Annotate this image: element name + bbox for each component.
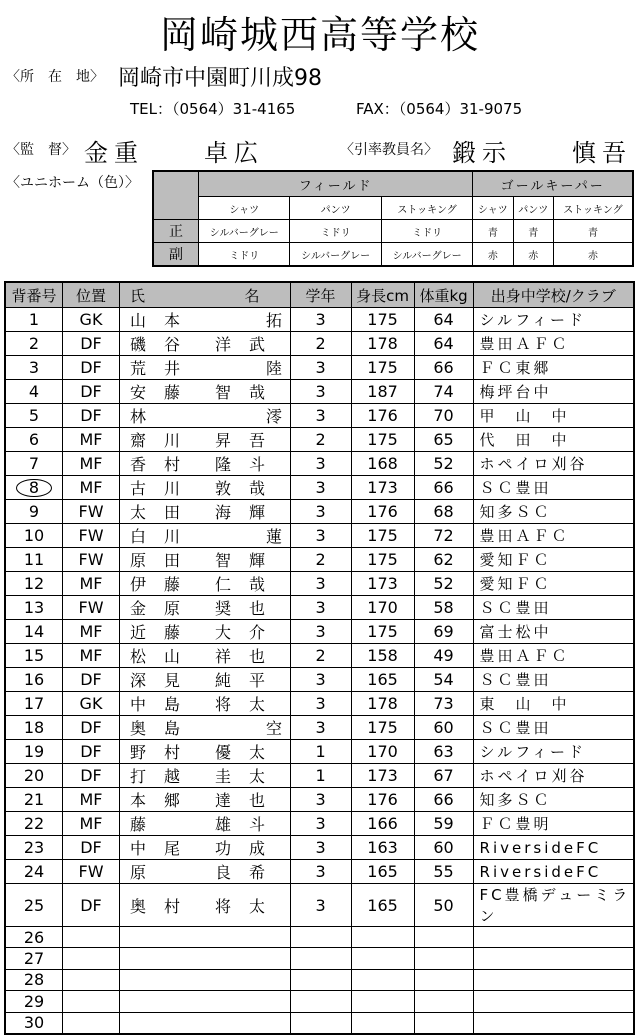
uniform-item: パンツ xyxy=(290,197,381,220)
player-name: 金 原 奨 也 xyxy=(120,596,291,620)
player-position: GK xyxy=(63,692,120,716)
player-position: MF xyxy=(63,788,120,812)
player-name xyxy=(120,927,291,948)
header-club: 出身中学校/クラブ xyxy=(473,282,634,308)
uniform-cell: シルバーグレー xyxy=(290,243,381,267)
player-weight: 60 xyxy=(414,716,473,740)
player-height: 178 xyxy=(351,692,414,716)
player-number: 1 xyxy=(5,308,63,332)
header-weight: 体重kg xyxy=(414,282,473,308)
player-height: 175 xyxy=(351,548,414,572)
player-weight: 62 xyxy=(414,548,473,572)
player-weight xyxy=(414,948,473,969)
player-club: 代 田 中 xyxy=(473,428,634,452)
player-position: DF xyxy=(63,356,120,380)
player-name: 白 川 蓮 xyxy=(120,524,291,548)
player-number: 24 xyxy=(5,860,63,884)
table-row xyxy=(5,788,634,812)
player-club: 富士松中 xyxy=(473,620,634,644)
player-club: FC豊橋デューミラン xyxy=(473,884,634,927)
captain-mark: 8 xyxy=(16,479,52,497)
table-row xyxy=(5,308,634,332)
player-grade: 2 xyxy=(290,332,351,356)
player-grade: 3 xyxy=(290,476,351,500)
player-name: 香 村 隆 斗 xyxy=(120,452,291,476)
player-number: 6 xyxy=(5,428,63,452)
player-grade xyxy=(290,927,351,948)
uniform-row-label: 副 xyxy=(153,243,199,267)
player-number: 28 xyxy=(5,969,63,990)
header-grade: 学年 xyxy=(290,282,351,308)
player-name: 松 山 祥 也 xyxy=(120,644,291,668)
fax: FAX：（0564）31-9075 xyxy=(356,100,523,118)
player-weight: 49 xyxy=(414,644,473,668)
player-club: ホペイロ刈谷 xyxy=(473,764,634,788)
uniform-item: シャツ xyxy=(473,197,513,220)
player-height: 173 xyxy=(351,476,414,500)
uniform-cell: 青 xyxy=(553,220,633,243)
player-grade: 3 xyxy=(290,668,351,692)
player-height xyxy=(351,927,414,948)
player-height: 168 xyxy=(351,452,414,476)
player-club xyxy=(473,948,634,969)
uniform-item: パンツ xyxy=(513,197,553,220)
player-grade: 2 xyxy=(290,548,351,572)
player-position xyxy=(63,1012,120,1034)
player-weight: 66 xyxy=(414,356,473,380)
player-number: 5 xyxy=(5,404,63,428)
player-name: 原 田 智 輝 xyxy=(120,548,291,572)
player-name: 深 見 純 平 xyxy=(120,668,291,692)
player-number: 29 xyxy=(5,991,63,1012)
player-position: FW xyxy=(63,524,120,548)
player-club: ホペイロ刈谷 xyxy=(473,452,634,476)
player-height: 170 xyxy=(351,740,414,764)
header-name xyxy=(120,282,291,308)
player-height xyxy=(351,969,414,990)
player-position: DF xyxy=(63,668,120,692)
player-club: シルフィード xyxy=(473,308,634,332)
uniform-item: ストッキング xyxy=(553,197,633,220)
address: 岡崎市中園町川成98 xyxy=(118,66,322,91)
player-height: 165 xyxy=(351,668,414,692)
player-height: 166 xyxy=(351,812,414,836)
player-weight xyxy=(414,969,473,990)
player-name: 太 田 海 輝 xyxy=(120,500,291,524)
player-weight: 67 xyxy=(414,764,473,788)
tel: TEL：（0564）31-4165 xyxy=(130,100,296,118)
player-position: DF xyxy=(63,764,120,788)
player-height xyxy=(351,948,414,969)
player-grade: 3 xyxy=(290,596,351,620)
player-height: 158 xyxy=(351,644,414,668)
player-grade: 3 xyxy=(290,452,351,476)
player-number: 19 xyxy=(5,740,63,764)
player-name xyxy=(120,1012,291,1034)
player-weight xyxy=(414,991,473,1012)
player-position: FW xyxy=(63,860,120,884)
player-name: 中 島 将 太 xyxy=(120,692,291,716)
player-club xyxy=(473,991,634,1012)
player-name: 中 尾 功 成 xyxy=(120,836,291,860)
table-row xyxy=(5,644,634,668)
player-club: ＳＣ豊田 xyxy=(473,476,634,500)
player-weight: 66 xyxy=(414,788,473,812)
uniform-cell: 赤 xyxy=(553,243,633,267)
player-club: 豊田ＡＦＣ xyxy=(473,644,634,668)
table-row xyxy=(5,356,634,380)
player-weight: 69 xyxy=(414,620,473,644)
player-club xyxy=(473,1012,634,1034)
player-position: MF xyxy=(63,476,120,500)
player-grade: 3 xyxy=(290,500,351,524)
table-row xyxy=(5,991,634,1012)
table-row xyxy=(5,404,634,428)
player-grade: 3 xyxy=(290,788,351,812)
player-grade: 2 xyxy=(290,428,351,452)
player-position: DF xyxy=(63,380,120,404)
player-height: 173 xyxy=(351,764,414,788)
table-row xyxy=(5,927,634,948)
player-club: 東 山 中 xyxy=(473,692,634,716)
player-grade xyxy=(290,991,351,1012)
player-position: DF xyxy=(63,716,120,740)
player-number: 18 xyxy=(5,716,63,740)
player-height: 187 xyxy=(351,380,414,404)
player-name xyxy=(120,948,291,969)
player-name: 齋 川 昇 吾 xyxy=(120,428,291,452)
player-number: 23 xyxy=(5,836,63,860)
player-name: 古 川 敦 哉 xyxy=(120,476,291,500)
table-row xyxy=(5,884,634,927)
player-height: 175 xyxy=(351,356,414,380)
player-name: 林 澪 xyxy=(120,404,291,428)
player-grade: 3 xyxy=(290,692,351,716)
player-grade: 3 xyxy=(290,812,351,836)
gk-header: ゴールキーパー xyxy=(473,171,633,197)
player-grade: 3 xyxy=(290,356,351,380)
player-position: DF xyxy=(63,332,120,356)
player-height: 175 xyxy=(351,428,414,452)
player-number: 25 xyxy=(5,884,63,927)
player-weight: 60 xyxy=(414,836,473,860)
player-club: ＳＣ豊田 xyxy=(473,668,634,692)
player-height: 176 xyxy=(351,404,414,428)
player-position: MF xyxy=(63,620,120,644)
player-club xyxy=(473,927,634,948)
header-position: 位置 xyxy=(63,282,120,308)
player-position xyxy=(63,927,120,948)
player-height: 176 xyxy=(351,788,414,812)
player-name: 本 郷 達 也 xyxy=(120,788,291,812)
player-name: 野 村 優 太 xyxy=(120,740,291,764)
player-weight: 55 xyxy=(414,860,473,884)
player-position: DF xyxy=(63,404,120,428)
table-row xyxy=(5,716,634,740)
player-height: 170 xyxy=(351,596,414,620)
player-weight: 64 xyxy=(414,332,473,356)
uniform-cell: シルバーグレー xyxy=(381,243,472,267)
player-height: 165 xyxy=(351,884,414,927)
player-position: FW xyxy=(63,500,120,524)
escort-label: 〈引率教員名〉 xyxy=(340,142,438,158)
uniform-corner xyxy=(153,171,199,220)
player-club: ＦＣ東郷 xyxy=(473,356,634,380)
escort-name: 鍛示 慎吾 xyxy=(452,139,632,167)
player-position: MF xyxy=(63,644,120,668)
player-height: 175 xyxy=(351,308,414,332)
table-row xyxy=(5,332,634,356)
player-number: 11 xyxy=(5,548,63,572)
player-name: 原 良 希 xyxy=(120,860,291,884)
player-number: 20 xyxy=(5,764,63,788)
player-position xyxy=(63,991,120,1012)
uniform-cell: ミドリ xyxy=(290,220,381,243)
player-club: 豊田ＡＦＣ xyxy=(473,332,634,356)
player-name: 奥 村 将 太 xyxy=(120,884,291,927)
player-number: 16 xyxy=(5,668,63,692)
player-club xyxy=(473,969,634,990)
player-position: FW xyxy=(63,596,120,620)
manager-name: 金重 卓広 xyxy=(84,139,264,167)
uniform-table xyxy=(152,170,634,267)
player-position: MF xyxy=(63,812,120,836)
player-weight: 50 xyxy=(414,884,473,927)
player-grade xyxy=(290,1012,351,1034)
player-club: RiversideFC xyxy=(473,836,634,860)
field-header: フィールド xyxy=(199,171,473,197)
player-number xyxy=(5,476,63,500)
player-weight: 52 xyxy=(414,572,473,596)
uniform-item: ストッキング xyxy=(381,197,472,220)
player-name: 奥 島 空 xyxy=(120,716,291,740)
player-number: 27 xyxy=(5,948,63,969)
header-number: 背番号 xyxy=(5,282,63,308)
player-weight: 72 xyxy=(414,524,473,548)
player-number: 15 xyxy=(5,644,63,668)
player-club: 知多ＳＣ xyxy=(473,788,634,812)
player-number: 7 xyxy=(5,452,63,476)
player-grade: 3 xyxy=(290,572,351,596)
player-position: DF xyxy=(63,836,120,860)
manager-label: 〈監 督〉 xyxy=(6,142,76,158)
uniform-cell: 青 xyxy=(473,220,513,243)
uniform-cell: ミドリ xyxy=(381,220,472,243)
player-position: GK xyxy=(63,308,120,332)
table-row xyxy=(5,428,634,452)
player-name: 藤 雄 斗 xyxy=(120,812,291,836)
player-number: 26 xyxy=(5,927,63,948)
player-grade: 3 xyxy=(290,404,351,428)
player-number: 17 xyxy=(5,692,63,716)
player-name: 磯 谷 洋 武 xyxy=(120,332,291,356)
player-number: 21 xyxy=(5,788,63,812)
player-club: シルフィード xyxy=(473,740,634,764)
table-row xyxy=(5,764,634,788)
player-club: 愛知ＦＣ xyxy=(473,572,634,596)
uniform-label: 〈ユニホーム（色）〉 xyxy=(6,175,139,191)
player-height: 175 xyxy=(351,524,414,548)
player-position xyxy=(63,969,120,990)
player-club: 愛知ＦＣ xyxy=(473,548,634,572)
player-grade: 3 xyxy=(290,524,351,548)
player-club: 豊田ＡＦＣ xyxy=(473,524,634,548)
school-name: 岡崎城西高等学校 xyxy=(159,13,480,57)
player-club: ＦＣ豊明 xyxy=(473,812,634,836)
player-name: 打 越 圭 太 xyxy=(120,764,291,788)
player-height: 178 xyxy=(351,332,414,356)
player-grade: 3 xyxy=(290,884,351,927)
player-name xyxy=(120,991,291,1012)
table-row xyxy=(5,692,634,716)
player-weight: 66 xyxy=(414,476,473,500)
player-weight: 58 xyxy=(414,596,473,620)
player-weight: 59 xyxy=(414,812,473,836)
table-row xyxy=(5,500,634,524)
player-weight: 52 xyxy=(414,452,473,476)
table-row xyxy=(5,572,634,596)
player-name: 伊 藤 仁 哉 xyxy=(120,572,291,596)
player-height: 163 xyxy=(351,836,414,860)
player-position xyxy=(63,948,120,969)
player-grade: 3 xyxy=(290,836,351,860)
uniform-cell: 赤 xyxy=(513,243,553,267)
header-height: 身長cm xyxy=(351,282,414,308)
table-row xyxy=(5,668,634,692)
table-row xyxy=(5,1012,634,1034)
player-number: 10 xyxy=(5,524,63,548)
table-row xyxy=(5,740,634,764)
player-name xyxy=(120,969,291,990)
table-row xyxy=(5,524,634,548)
player-grade: 3 xyxy=(290,860,351,884)
player-grade xyxy=(290,948,351,969)
player-position: MF xyxy=(63,572,120,596)
table-row xyxy=(5,380,634,404)
player-position: MF xyxy=(63,428,120,452)
uniform-cell: シルバーグレー xyxy=(199,220,290,243)
player-weight: 70 xyxy=(414,404,473,428)
player-club: 知多ＳＣ xyxy=(473,500,634,524)
player-club: RiversideFC xyxy=(473,860,634,884)
table-row xyxy=(5,548,634,572)
uniform-cell: 青 xyxy=(513,220,553,243)
player-weight: 65 xyxy=(414,428,473,452)
uniform-item: シャツ xyxy=(199,197,290,220)
player-number: 22 xyxy=(5,812,63,836)
player-height: 176 xyxy=(351,500,414,524)
player-grade xyxy=(290,969,351,990)
player-height: 175 xyxy=(351,620,414,644)
table-row xyxy=(5,620,634,644)
player-height xyxy=(351,991,414,1012)
player-club: ＳＣ豊田 xyxy=(473,596,634,620)
roster-table xyxy=(4,281,635,1035)
player-number: 14 xyxy=(5,620,63,644)
player-number: 3 xyxy=(5,356,63,380)
player-weight: 74 xyxy=(414,380,473,404)
table-row xyxy=(5,860,634,884)
player-grade: 3 xyxy=(290,308,351,332)
player-grade: 2 xyxy=(290,644,351,668)
player-weight: 63 xyxy=(414,740,473,764)
player-club: 梅坪台中 xyxy=(473,380,634,404)
player-number: 30 xyxy=(5,1012,63,1034)
player-height: 173 xyxy=(351,572,414,596)
player-weight: 68 xyxy=(414,500,473,524)
player-name: 荒 井 陸 xyxy=(120,356,291,380)
player-position: FW xyxy=(63,548,120,572)
uniform-cell: ミドリ xyxy=(199,243,290,267)
player-height: 165 xyxy=(351,860,414,884)
uniform-row-label: 正 xyxy=(153,220,199,243)
player-grade: 3 xyxy=(290,380,351,404)
table-row xyxy=(5,476,634,500)
table-row xyxy=(5,596,634,620)
table-row xyxy=(5,836,634,860)
player-weight xyxy=(414,927,473,948)
player-weight xyxy=(414,1012,473,1034)
table-row xyxy=(5,969,634,990)
uniform-cell: 赤 xyxy=(473,243,513,267)
player-number: 2 xyxy=(5,332,63,356)
table-row xyxy=(5,948,634,969)
player-weight: 73 xyxy=(414,692,473,716)
header-surname: 氏 xyxy=(130,286,146,305)
player-name: 安 藤 智 哉 xyxy=(120,380,291,404)
player-height: 175 xyxy=(351,716,414,740)
table-row xyxy=(5,812,634,836)
player-position: DF xyxy=(63,884,120,927)
player-weight: 54 xyxy=(414,668,473,692)
header-given: 名 xyxy=(244,286,260,305)
roster-body xyxy=(5,308,634,1034)
player-number: 13 xyxy=(5,596,63,620)
player-position: MF xyxy=(63,452,120,476)
player-name: 近 藤 大 介 xyxy=(120,620,291,644)
player-grade: 3 xyxy=(290,716,351,740)
address-label: 〈所 在 地〉 xyxy=(6,69,104,85)
player-name: 山 本 拓 xyxy=(120,308,291,332)
player-club: 甲 山 中 xyxy=(473,404,634,428)
player-number: 12 xyxy=(5,572,63,596)
player-position: DF xyxy=(63,740,120,764)
player-weight: 64 xyxy=(414,308,473,332)
player-grade: 3 xyxy=(290,620,351,644)
player-number: 4 xyxy=(5,380,63,404)
player-grade: 1 xyxy=(290,764,351,788)
table-row xyxy=(5,452,634,476)
player-number: 9 xyxy=(5,500,63,524)
player-club: ＳＣ豊田 xyxy=(473,716,634,740)
player-height xyxy=(351,1012,414,1034)
player-grade: 1 xyxy=(290,740,351,764)
